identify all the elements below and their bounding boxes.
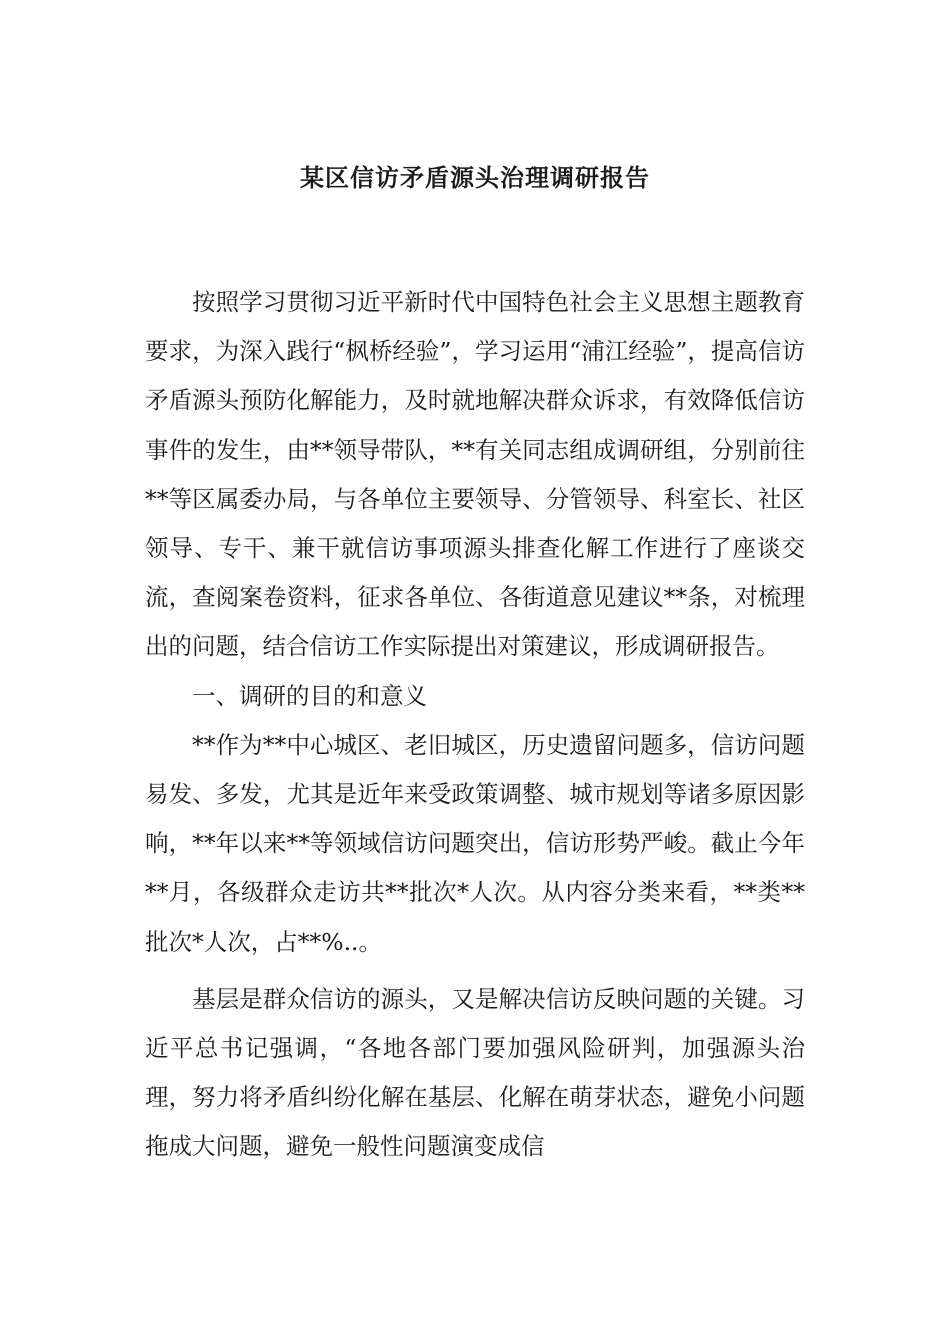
paragraph-background: **作为**中心城区、老旧城区，历史遗留问题多，信访问题易发、多发，尤其是近年来受政策调整、城市规划等诸多原因影响，**年以来**等领域信访问题突出，信访形势严峻。截止今年**月，各级群众走访共**批次*人次。从内容分类来看，**类**批次*人次，占**%..。: [145, 730, 805, 956]
section-heading: 一、调研的目的和意义: [192, 681, 427, 710]
document-body: [145, 278, 805, 1172]
document-title: 某区信访矛盾源头治理调研报告: [300, 163, 650, 192]
paragraph-grassroots: 基层是群众信访的源头，又是解决信访反映问题的关键。习近平总书记强调，“各地各部门要加强风险研判，加强源头治理，努力将矛盾纠纷化解在基层、化解在萌芽状态，避免小问题拖成大问题，避免一般性问题演变成信: [145, 984, 805, 1161]
paragraph-intro: 按照学习贯彻习近平新时代中国特色社会主义思想主题教育要求，为深入践行“枫桥经验”，学习运用“浦江经验”，提高信访矛盾源头预防化解能力，及时就地解决群众诉求，有效降低信访事件的发生，由**领导带队，**有关同志组成调研组，分别前往**等区属委办局，与各单位主要领导、分管领导、科室长、社区领导、专干、兼干就信访事项源头排查化解工作进行了座谈交流，查阅案卷资料，征求各单位、各街道意见建议**条，对梳理出的问题，结合信访工作实际提出对策建议，形成调研报告。: [145, 288, 805, 661]
